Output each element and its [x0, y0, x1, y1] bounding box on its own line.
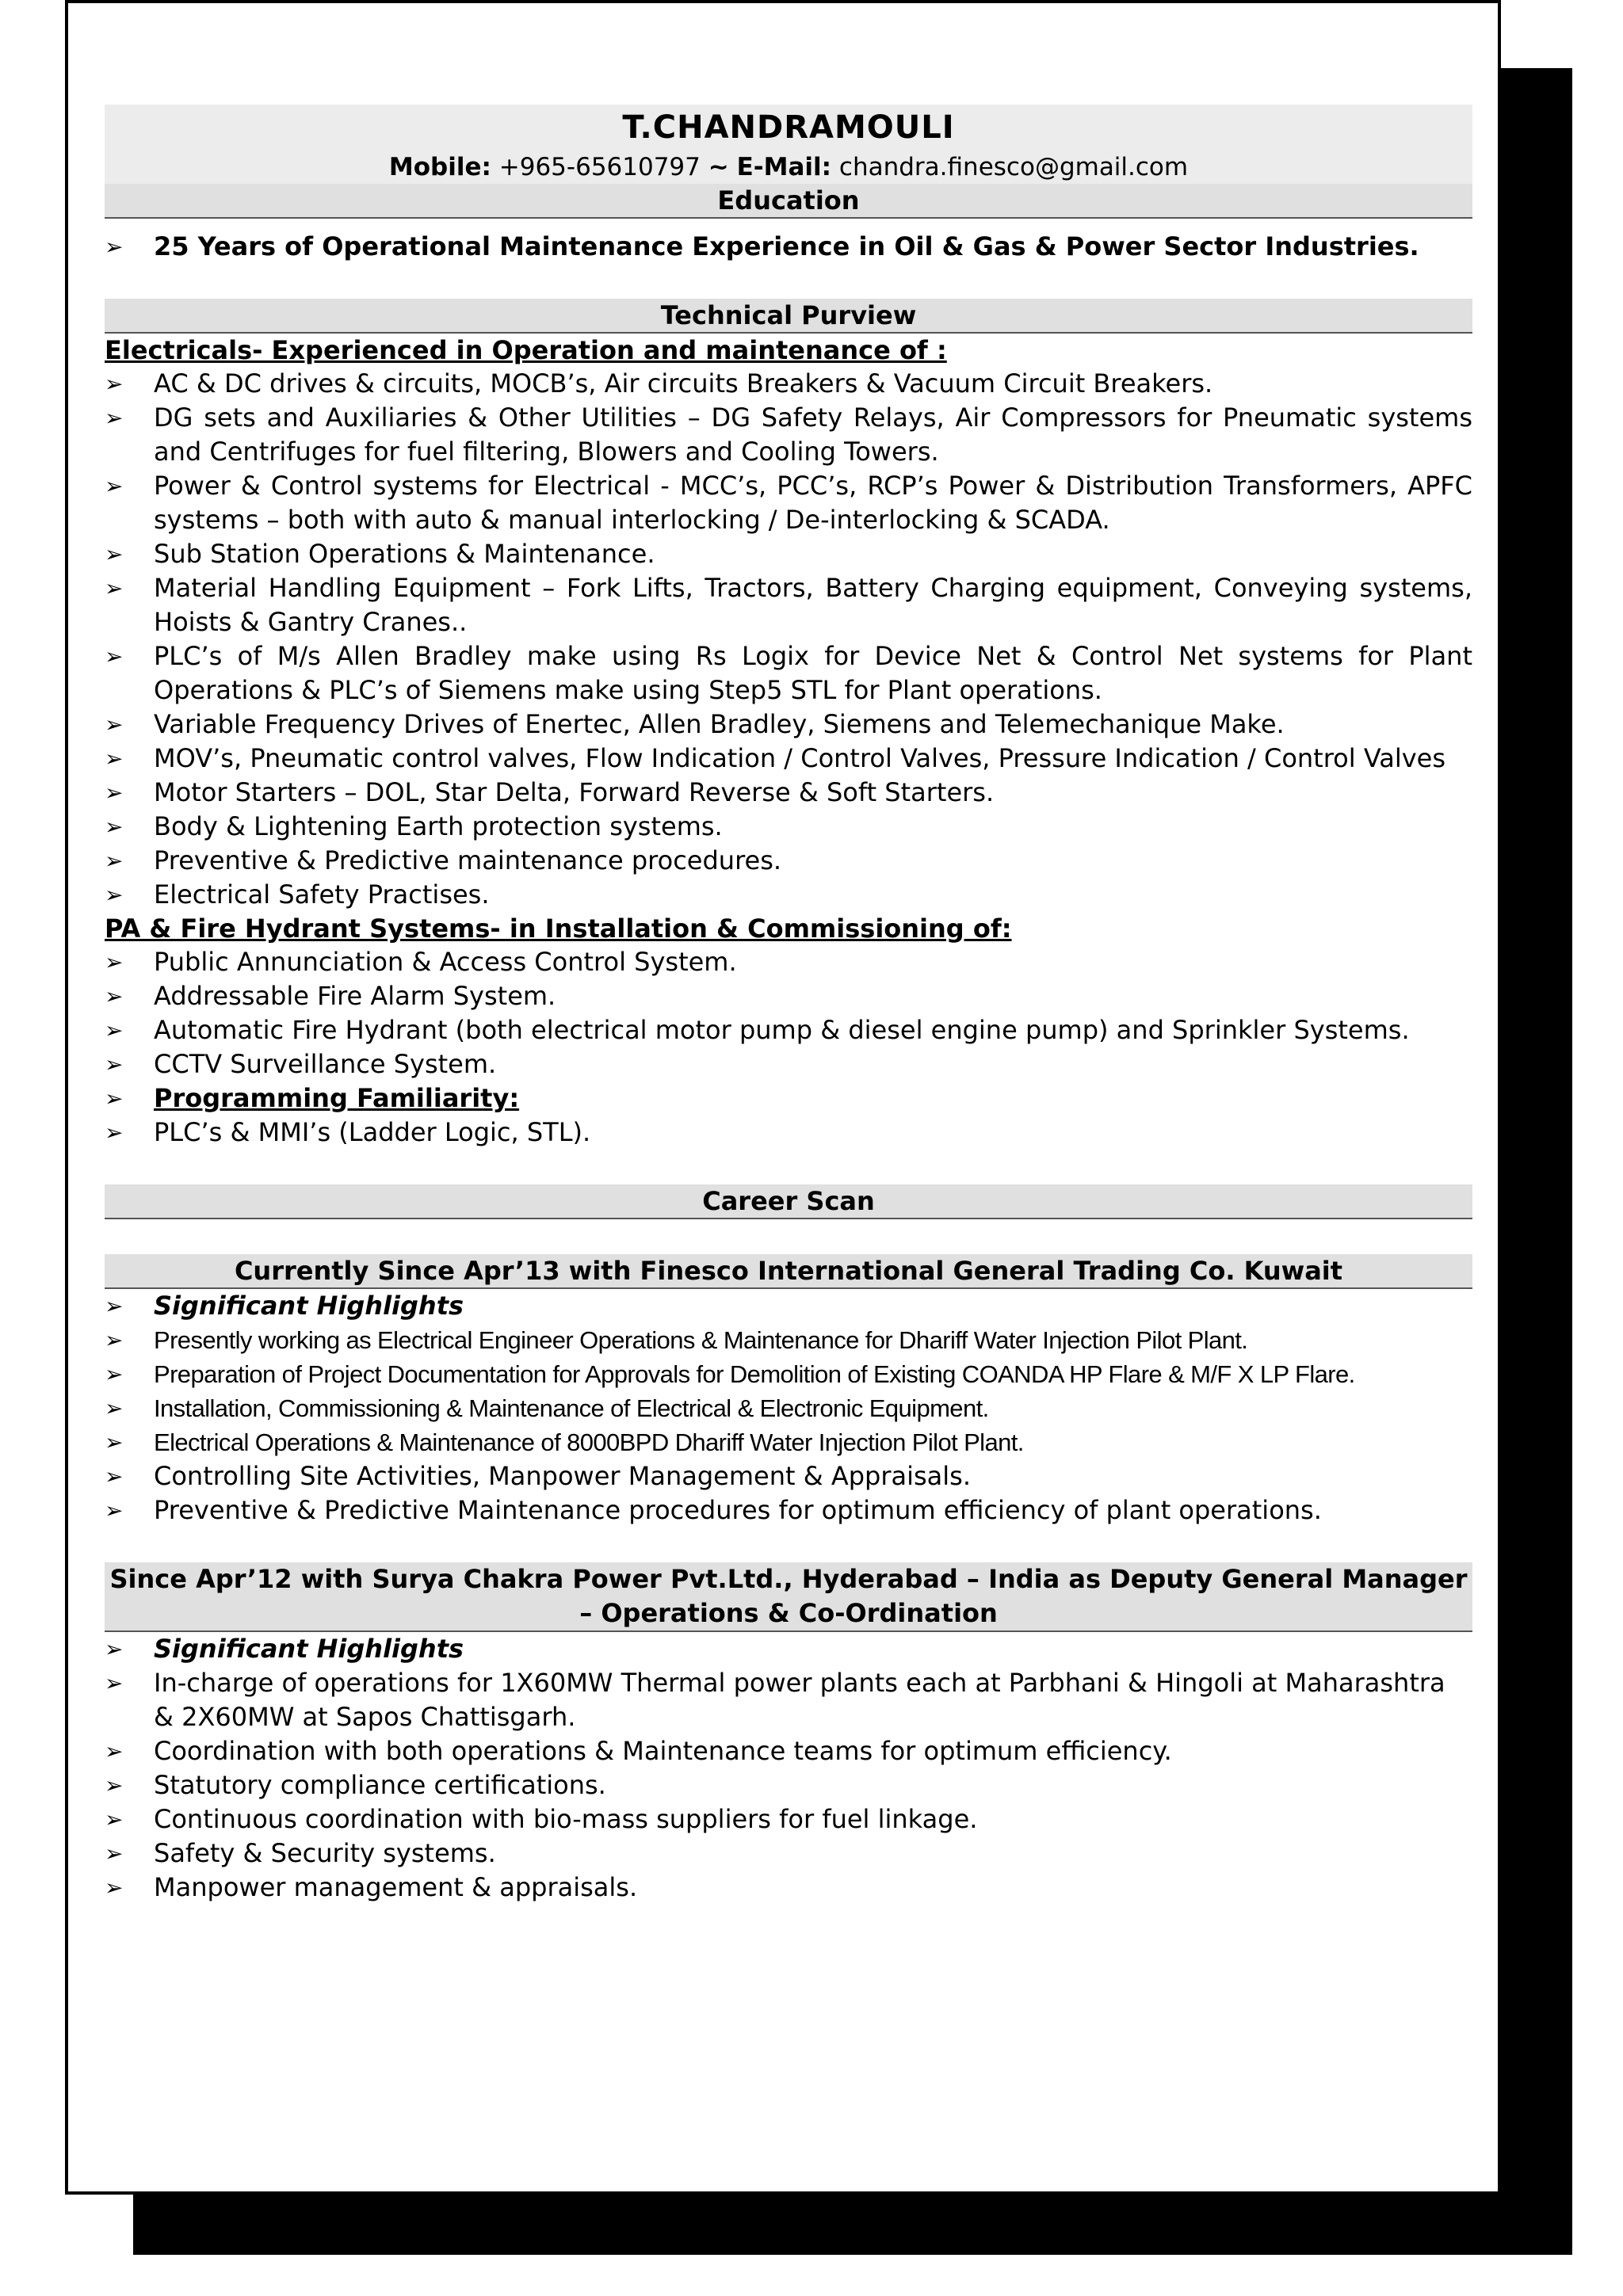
list-item: ➢ Installation, Commissioning & Maintenance of Electrical & Electronic Equipment. — [105, 1391, 1472, 1425]
list-item: ➢ Sub Station Operations & Maintenance. — [105, 537, 1472, 571]
list-item: ➢ Preparation of Project Documentation for Approvals for Demolition of Existing COANDA HP Flare & M/F X LP Flare. — [105, 1357, 1472, 1391]
resume-page — [65, 0, 1501, 2195]
arrow-bullet-icon: ➢ — [105, 848, 124, 874]
list-item: ➢ Electrical Safety Practises. — [105, 878, 1472, 912]
arrow-bullet-icon: ➢ — [105, 746, 124, 772]
email-label: E-Mail: — [736, 153, 832, 181]
pa-fire-list — [105, 945, 1472, 1150]
list-item: ➢ Safety & Security systems. — [105, 1836, 1472, 1871]
resume-content — [105, 105, 1472, 1905]
arrow-bullet-icon: ➢ — [105, 1327, 123, 1353]
list-item: ➢ Material Handling Equipment – Fork Lifts, Tractors, Battery Charging equipment, Conveying systems, Hoists & Gantry Cranes.. — [105, 573, 1472, 637]
list-item: ➢ Presently working as Electrical Engineer Operations & Maintenance for Dhariff Water Injection Pilot Plant. — [105, 1323, 1472, 1357]
education-heading: Education — [105, 184, 1472, 219]
list-item: ➢ MOV’s, Pneumatic control valves, Flow Indication / Control Valves, Pressure Indication / Control Valves — [105, 742, 1472, 776]
arrow-bullet-icon: ➢ — [105, 882, 124, 908]
arrow-bullet-icon: ➢ — [105, 405, 124, 431]
list-item: ➢ Significant Highlights — [105, 1632, 1472, 1666]
job-title: Since Apr’12 with Surya Chakra Power Pvt.Ltd., Hyderabad – India as Deputy General Manager – Operations & Co-Ordination — [105, 1562, 1472, 1632]
list-item — [105, 1081, 1472, 1116]
arrow-bullet-icon: ➢ — [105, 1395, 123, 1421]
list-item: ➢ Electrical Operations & Maintenance of 8000BPD Dhariff Water Injection Pilot Plant. — [105, 1425, 1472, 1459]
arrow-bullet-icon: ➢ — [105, 1670, 124, 1696]
arrow-bullet-icon: ➢ — [105, 1875, 124, 1901]
arrow-bullet-icon: ➢ — [105, 711, 124, 738]
list-item: ➢ Body & Lightening Earth protection systems. — [105, 810, 1472, 844]
candidate-name: T.CHANDRAMOULI — [105, 105, 1472, 151]
list-item: ➢ Motor Starters – DOL, Star Delta, Forward Reverse & Soft Starters. — [105, 776, 1472, 810]
arrow-bullet-icon: ➢ — [105, 1497, 124, 1524]
arrow-bullet-icon: ➢ — [105, 1840, 124, 1867]
list-item: ➢ Power & Control systems for Electrical - MCC’s, PCC’s, RCP’s Power & Distribution Transformers, APFC systems – both with auto & manual interlocking / De-interlocking & SCADA. — [105, 471, 1472, 535]
list-item: ➢ PLC’s & MMI’s (Ladder Logic, STL). — [105, 1116, 1472, 1150]
job-highlights-list — [105, 1289, 1472, 1527]
list-item: ➢ Automatic Fire Hydrant (both electrical motor pump & diesel engine pump) and Sprinkler Systems. — [105, 1013, 1472, 1047]
arrow-bullet-icon: ➢ — [105, 1293, 124, 1319]
career-scan-heading: Career Scan — [105, 1184, 1472, 1219]
arrow-bullet-icon: ➢ — [105, 780, 124, 806]
arrow-bullet-icon: ➢ — [105, 234, 124, 260]
arrow-bullet-icon: ➢ — [105, 1051, 124, 1077]
education-list — [105, 230, 1472, 264]
arrow-bullet-icon: ➢ — [105, 814, 124, 840]
mobile-number: +965-65610797 — [498, 153, 701, 181]
arrow-bullet-icon: ➢ — [105, 1636, 124, 1662]
list-item: ➢ Addressable Fire Alarm System. — [105, 979, 1472, 1013]
contact-separator: ~ — [708, 153, 729, 181]
mobile-label: Mobile: — [388, 153, 491, 181]
list-item: ➢ In-charge of operations for 1X60MW Thermal power plants each at Parbhani & Hingoli at Maharashtra & 2X60MW at Sapos Chattisgarh. — [105, 1668, 1445, 1732]
job-title: Currently Since Apr’13 with Finesco International General Trading Co. Kuwait — [105, 1254, 1472, 1289]
arrow-bullet-icon: ➢ — [105, 949, 124, 975]
list-item: ➢ Significant Highlights — [105, 1289, 1472, 1323]
arrow-bullet-icon: ➢ — [105, 473, 124, 499]
list-item: ➢ Variable Frequency Drives of Enertec, Allen Bradley, Siemens and Telemechanique Make. — [105, 707, 1472, 742]
list-item: ➢ Controlling Site Activities, Manpower Management & Appraisals. — [105, 1459, 1472, 1493]
arrow-bullet-icon: ➢ — [105, 371, 124, 397]
arrow-bullet-icon: ➢ — [105, 643, 124, 669]
arrow-bullet-icon: ➢ — [105, 1806, 124, 1833]
list-item: ➢ Preventive & Predictive Maintenance procedures for optimum efficiency of plant operations. — [105, 1493, 1472, 1527]
electricals-subheading: Electricals- Experienced in Operation and maintenance of : — [105, 335, 947, 365]
arrow-bullet-icon: ➢ — [105, 1429, 123, 1455]
programming-subheading: Programming Familiarity: — [154, 1083, 520, 1113]
electricals-list — [105, 367, 1472, 912]
list-item: ➢ Statutory compliance certifications. — [105, 1768, 1472, 1802]
list-item: ➢ CCTV Surveillance System. — [105, 1047, 1472, 1081]
pa-fire-subheading: PA & Fire Hydrant Systems- in Installation & Commissioning of: — [105, 913, 1012, 944]
arrow-bullet-icon: ➢ — [105, 1772, 124, 1798]
list-item: ➢ Continuous coordination with bio-mass suppliers for fuel linkage. — [105, 1802, 1472, 1836]
list-item: ➢ AC & DC drives & circuits, MOCB’s, Air circuits Breakers & Vacuum Circuit Breakers. — [105, 367, 1472, 401]
arrow-bullet-icon: ➢ — [105, 575, 124, 601]
list-item: ➢ DG sets and Auxiliaries & Other Utilities – DG Safety Relays, Air Compressors for Pneumatic systems and Centrifuges for fuel filtering, Blowers and Cooling Towers. — [105, 402, 1472, 467]
email-address: chandra.finesco@gmail.com — [838, 153, 1189, 181]
contact-line — [105, 151, 1472, 184]
arrow-bullet-icon: ➢ — [105, 1361, 123, 1387]
arrow-bullet-icon: ➢ — [105, 1085, 124, 1112]
arrow-bullet-icon: ➢ — [105, 1463, 124, 1489]
list-item: ➢ Preventive & Predictive maintenance procedures. — [105, 844, 1472, 878]
arrow-bullet-icon: ➢ — [105, 541, 124, 567]
list-item: ➢ Manpower management & appraisals. — [105, 1871, 1472, 1905]
list-item: ➢ PLC’s of M/s Allen Bradley make using Rs Logix for Device Net & Control Net systems for Plant Operations & PLC’s of Siemens make using Step5 STL for Plant operations. — [105, 641, 1472, 705]
technical-purview-heading: Technical Purview — [105, 299, 1472, 334]
arrow-bullet-icon: ➢ — [105, 983, 124, 1009]
arrow-bullet-icon: ➢ — [105, 1119, 124, 1146]
job-highlights-list — [105, 1632, 1472, 1905]
arrow-bullet-icon: ➢ — [105, 1017, 124, 1043]
list-item: ➢ Public Annunciation & Access Control System. — [105, 945, 1472, 979]
list-item: ➢ 25 Years of Operational Maintenance Experience in Oil & Gas & Power Sector Industries. — [105, 230, 1472, 264]
list-item: ➢ Coordination with both operations & Maintenance teams for optimum efficiency. — [105, 1734, 1472, 1768]
arrow-bullet-icon: ➢ — [105, 1738, 124, 1764]
